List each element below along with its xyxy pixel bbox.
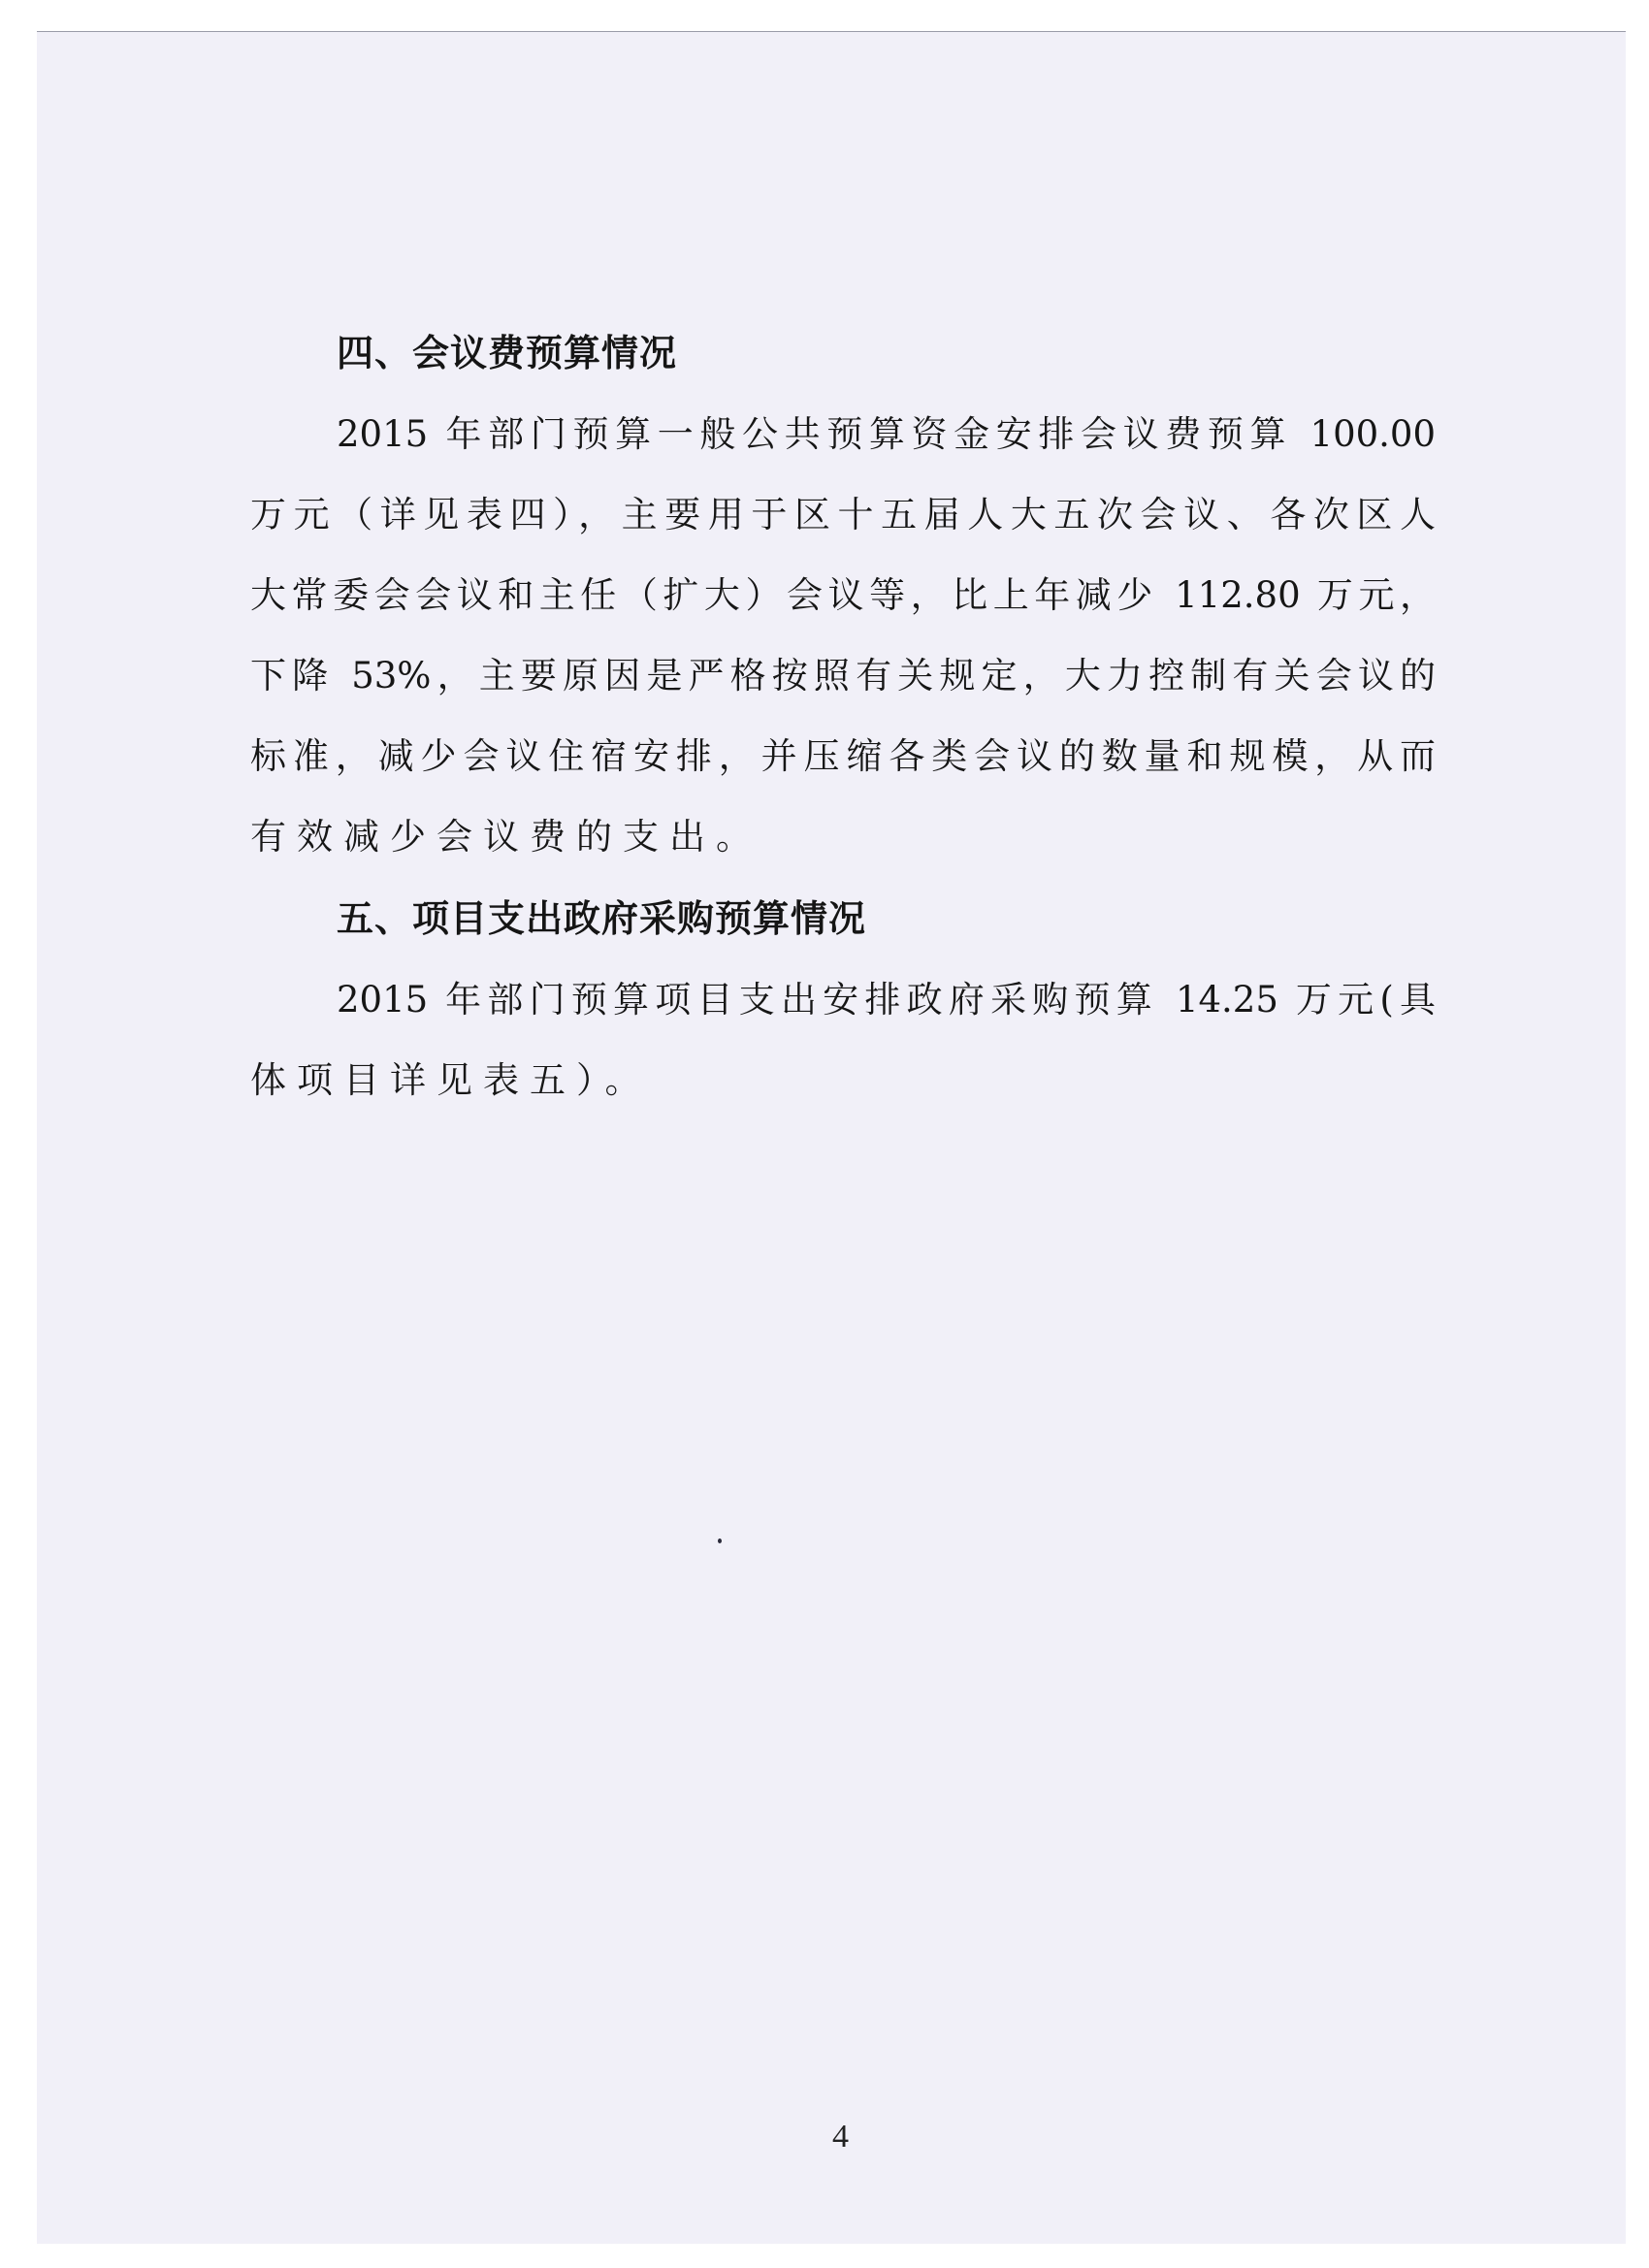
paragraph-line: 下降 53%，主要原因是严格按照有关规定，大力控制有关会议的 [250, 655, 1436, 697]
scanned-page [37, 31, 1626, 2244]
paragraph-line: 2015 年部门预算一般公共预算资金安排会议费预算 100.00 [337, 413, 1436, 455]
paragraph-line: 大常委会会议和主任（扩大）会议等，比上年减少 112.80 万元， [250, 574, 1436, 616]
paragraph-line: 标准，减少会议住宿安排，并压缩各类会议的数量和规模，从而 [250, 735, 1436, 777]
section-heading-meeting-fees: 四、会议费预算情况 [337, 332, 678, 374]
paragraph-line: 体项目详见表五）。 [250, 1059, 652, 1101]
paragraph-line: 有效减少会议费的支出。 [250, 816, 762, 858]
page-number: 4 [832, 2119, 849, 2155]
paragraph-line: 2015 年部门预算项目支出安排政府采购预算 14.25 万元(具 [337, 979, 1436, 1021]
scan-speck [718, 1539, 722, 1543]
section-heading-procurement: 五、项目支出政府采购预算情况 [337, 897, 867, 940]
paragraph-line: 万元（详见表四），主要用于区十五届人大五次会议、各次区人 [250, 494, 1436, 535]
